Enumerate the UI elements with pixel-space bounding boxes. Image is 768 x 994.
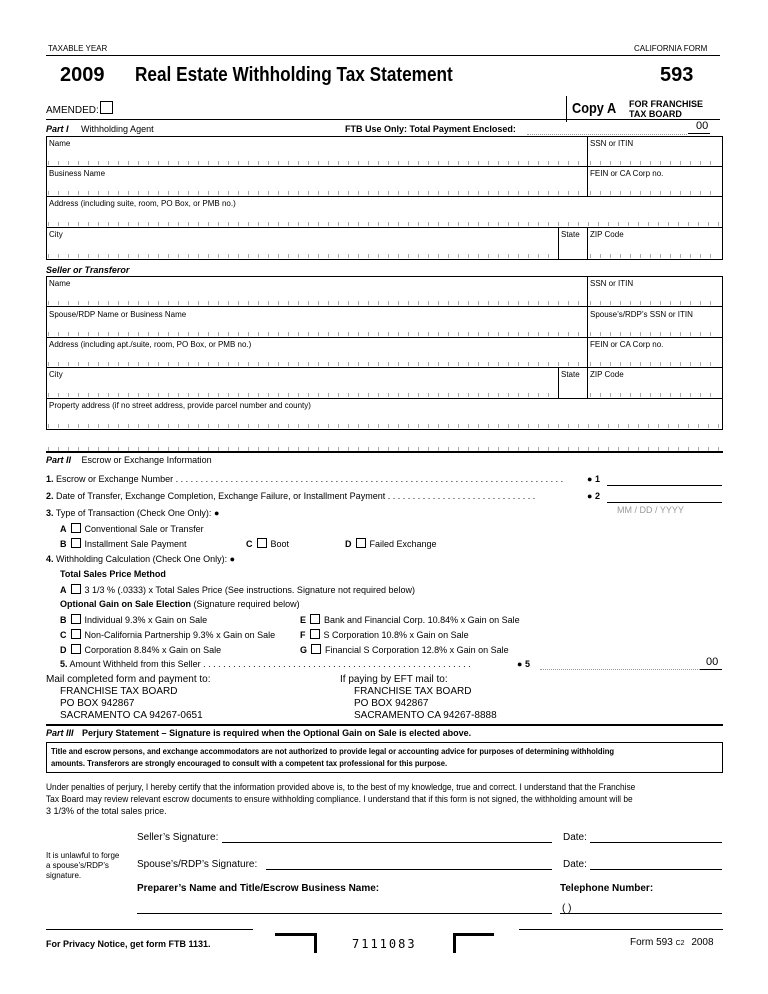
amended-label: AMENDED: bbox=[46, 101, 117, 116]
telephone-field[interactable] bbox=[560, 902, 722, 914]
og-g-checkbox[interactable] bbox=[311, 644, 321, 654]
perjury-line1: Under penalties of perjury, I hereby certify that the information provided above is, to the best of my knowledge, true and correct. I understand that the Franchise bbox=[46, 782, 636, 792]
spouse-signature-label: Spouse’s/RDP’s Signature: bbox=[137, 859, 258, 870]
agent-zip-label: ZIP Code bbox=[590, 230, 624, 239]
agent-business-name-label: Business Name bbox=[49, 169, 106, 178]
amended-checkbox[interactable] bbox=[100, 101, 113, 114]
telephone-label: Telephone Number: bbox=[560, 883, 654, 894]
line3-label: 3. Type of Transaction (Check One Only): ● bbox=[46, 508, 220, 518]
transfer-date-field[interactable] bbox=[607, 491, 722, 503]
copy-for-line2: TAX BOARD bbox=[629, 109, 682, 119]
seller-city-label: City bbox=[49, 370, 63, 379]
line5-label: 5. Amount Withheld from this Seller . . . . . . . . . . . . . . . . . . . . . . . . . . . . . . . . . . . . . . . . . . . . . . . . . . . . . . bbox=[60, 659, 471, 669]
perjury-line2: Tax Board may review relevant escrow documents to ensure withholding compliance. I understand that if this form is not signed, the withholding amount will be bbox=[46, 794, 633, 804]
seller-spouse-ssn-label: Spouse’s/RDP’s SSN or ITIN bbox=[590, 310, 693, 319]
option-c-row: C Boot bbox=[246, 539, 290, 549]
agent-address-field[interactable] bbox=[48, 222, 720, 226]
unlawful-line2: a spouse’s/RDP’s bbox=[46, 861, 109, 870]
option-c-checkbox[interactable] bbox=[257, 538, 267, 548]
part3-heading: Part III Perjury Statement – Signature is required when the Optional Gain on Sale is elected above. bbox=[46, 728, 472, 738]
california-form-label: CALIFORNIA FORM bbox=[634, 44, 708, 53]
seller-signature-field[interactable] bbox=[222, 831, 552, 843]
phone-parens: ( ) bbox=[562, 903, 572, 914]
seller-zip-label: ZIP Code bbox=[590, 370, 624, 379]
preparer-label: Preparer’s Name and Title/Escrow Business Name: bbox=[137, 883, 380, 894]
agent-address-label: Address (including suite, room, PO Box, or PMB no.) bbox=[49, 199, 236, 208]
copy-for-line1: FOR FRANCHISE bbox=[629, 99, 703, 109]
seller-name-label: Name bbox=[49, 279, 71, 288]
ts-a-checkbox[interactable] bbox=[71, 584, 81, 594]
line5-ref: ● 5 bbox=[517, 659, 530, 669]
og-g-row: G Financial S Corporation 12.8% x Gain on Sale bbox=[300, 645, 509, 655]
spouse-date-field[interactable] bbox=[590, 858, 722, 870]
part1-heading: Part I Withholding Agent bbox=[46, 124, 154, 134]
notice-line1: Title and escrow persons, and exchange accommodators are not authorized to provide legal or accounting advice for purposes of determining withholding bbox=[51, 746, 615, 756]
seller-spouse-ssn-field[interactable] bbox=[590, 332, 720, 336]
mail-left-heading: Mail completed form and payment to: bbox=[46, 674, 211, 685]
date-format-hint: MM / DD / YYYY bbox=[617, 505, 684, 515]
seller-signature-label: Seller’s Signature: bbox=[137, 832, 219, 843]
privacy-notice: For Privacy Notice, get form FTB 1131. bbox=[46, 939, 211, 949]
option-b-row: B Installment Sale Payment bbox=[60, 539, 187, 549]
mail-right-l2: PO BOX 942867 bbox=[354, 698, 429, 709]
unlawful-line3: signature. bbox=[46, 871, 82, 880]
seller-spouse-field[interactable] bbox=[48, 332, 584, 336]
seller-date-field[interactable] bbox=[590, 831, 722, 843]
mail-right-l1: FRANCHISE TAX BOARD bbox=[354, 686, 472, 697]
mail-right-l3: SACRAMENTO CA 94267-8888 bbox=[354, 710, 497, 721]
ftb-use-label: FTB Use Only: Total Payment Enclosed: bbox=[345, 124, 516, 134]
option-a-row: A Conventional Sale or Transfer bbox=[60, 524, 204, 534]
seller-city-field[interactable] bbox=[48, 393, 555, 397]
og-d-row: D Corporation 8.84% x Gain on Sale bbox=[60, 645, 222, 655]
optional-heading: Optional Gain on Sale Election (Signature required below) bbox=[60, 599, 300, 609]
form-reference: Form 593 C2 2008 bbox=[630, 937, 714, 948]
og-d-checkbox[interactable] bbox=[71, 644, 81, 654]
tax-year: 2009 bbox=[60, 64, 105, 86]
mail-left-l3: SACRAMENTO CA 94267-0651 bbox=[60, 710, 203, 721]
agent-name-field[interactable] bbox=[48, 161, 584, 165]
mail-left-l2: PO BOX 942867 bbox=[60, 698, 135, 709]
option-d-checkbox[interactable] bbox=[356, 538, 366, 548]
agent-state-label: State bbox=[561, 230, 580, 239]
amount-withheld-field[interactable] bbox=[540, 658, 700, 670]
form-title: Real Estate Withholding Tax Statement bbox=[135, 64, 453, 86]
seller-zip-field[interactable] bbox=[590, 393, 720, 397]
seller-heading: Seller or Transferor bbox=[46, 265, 130, 275]
agent-fein-label: FEIN or CA Corp no. bbox=[590, 169, 664, 178]
og-b-row: B Individual 9.3% x Gain on Sale bbox=[60, 615, 208, 625]
og-f-checkbox[interactable] bbox=[310, 629, 320, 639]
spouse-date-label: Date: bbox=[563, 859, 587, 870]
preparer-field[interactable] bbox=[137, 902, 552, 914]
line1-label: 1. Escrow or Exchange Number . . . . . . . . . . . . . . . . . . . . . . . . . . . . . . . . . . . . . . . . . . . . . . . . . . . . . . . . . . . . . . . . . . . . . . . . . . . . . . bbox=[46, 474, 564, 484]
seller-date-label: Date: bbox=[563, 832, 587, 843]
total-payment-cents: 00 bbox=[696, 120, 709, 132]
seller-address-field[interactable] bbox=[48, 362, 584, 366]
property-address-field[interactable] bbox=[48, 424, 720, 428]
line4-label: 4. Withholding Calculation (Check One Only): ● bbox=[46, 554, 236, 564]
seller-state-label: State bbox=[561, 370, 580, 379]
line1-ref: ● 1 bbox=[587, 474, 600, 484]
spouse-signature-field[interactable] bbox=[266, 858, 552, 870]
mail-left-l1: FRANCHISE TAX BOARD bbox=[60, 686, 178, 697]
seller-address-label: Address (including apt./suite, room, PO Box, or PMB no.) bbox=[49, 340, 252, 349]
unlawful-line1: It is unlawful to forge bbox=[46, 851, 120, 860]
agent-fein-field[interactable] bbox=[590, 191, 720, 195]
og-c-row: C Non-California Partnership 9.3% x Gain on Sale bbox=[60, 630, 276, 640]
agent-zip-field[interactable] bbox=[590, 254, 720, 258]
og-e-checkbox[interactable] bbox=[310, 614, 320, 624]
notice-line2: amounts. Transferors are strongly encouraged to consult with a competent tax professional for this purpose. bbox=[51, 758, 448, 768]
agent-city-label: City bbox=[49, 230, 63, 239]
agent-ssn-label: SSN or ITIN bbox=[590, 139, 634, 148]
option-a-checkbox[interactable] bbox=[71, 523, 81, 533]
seller-ssn-label: SSN or ITIN bbox=[590, 279, 634, 288]
ts-a-row: A 3 1/3 % (.0333) x Total Sales Price (See instructions. Signature not required below) bbox=[60, 585, 416, 595]
og-f-row: F S Corporation 10.8% x Gain on Sale bbox=[300, 630, 469, 640]
line2-ref: ● 2 bbox=[587, 491, 600, 501]
copy-label: Copy A bbox=[572, 100, 617, 117]
agent-city-field[interactable] bbox=[48, 254, 555, 258]
agent-business-name-field[interactable] bbox=[48, 191, 584, 195]
og-e-row: E Bank and Financial Corp. 10.84% x Gain on Sale bbox=[300, 615, 520, 625]
perjury-line3: 3 1/3% of the total sales price. bbox=[46, 806, 167, 816]
escrow-number-field[interactable] bbox=[607, 474, 722, 486]
taxable-year-label: TAXABLE YEAR bbox=[48, 44, 108, 53]
option-d-row: D Failed Exchange bbox=[345, 539, 437, 549]
og-c-checkbox[interactable] bbox=[71, 629, 81, 639]
barcode-number: 7111083 bbox=[352, 937, 417, 951]
seller-name-field[interactable] bbox=[48, 301, 584, 305]
part2-heading: Part II Escrow or Exchange Information bbox=[46, 455, 212, 465]
agent-ssn-field[interactable] bbox=[590, 161, 720, 165]
agent-name-label: Name bbox=[49, 139, 71, 148]
amount-withheld-cents: 00 bbox=[706, 656, 719, 668]
property-address-label: Property address (if no street address, provide parcel number and county) bbox=[49, 401, 311, 410]
mail-right-heading: If paying by EFT mail to: bbox=[340, 674, 448, 685]
seller-fein-label: FEIN or CA Corp no. bbox=[590, 340, 664, 349]
option-b-checkbox[interactable] bbox=[71, 538, 81, 548]
seller-ssn-field[interactable] bbox=[590, 301, 720, 305]
seller-spouse-label: Spouse/RDP Name or Business Name bbox=[49, 310, 187, 319]
seller-fein-field[interactable] bbox=[590, 362, 720, 366]
line2-label: 2. Date of Transfer, Exchange Completion, Exchange Failure, or Installment Payment . . . . . . . . . . . . . . . . . . . . . . . . . . . . . . bbox=[46, 491, 536, 501]
og-b-checkbox[interactable] bbox=[71, 614, 81, 624]
form-number: 593 bbox=[660, 64, 694, 86]
total-payment-field[interactable] bbox=[527, 123, 687, 135]
total-sales-heading: Total Sales Price Method bbox=[60, 569, 166, 579]
withholding-agent-box bbox=[46, 136, 723, 260]
